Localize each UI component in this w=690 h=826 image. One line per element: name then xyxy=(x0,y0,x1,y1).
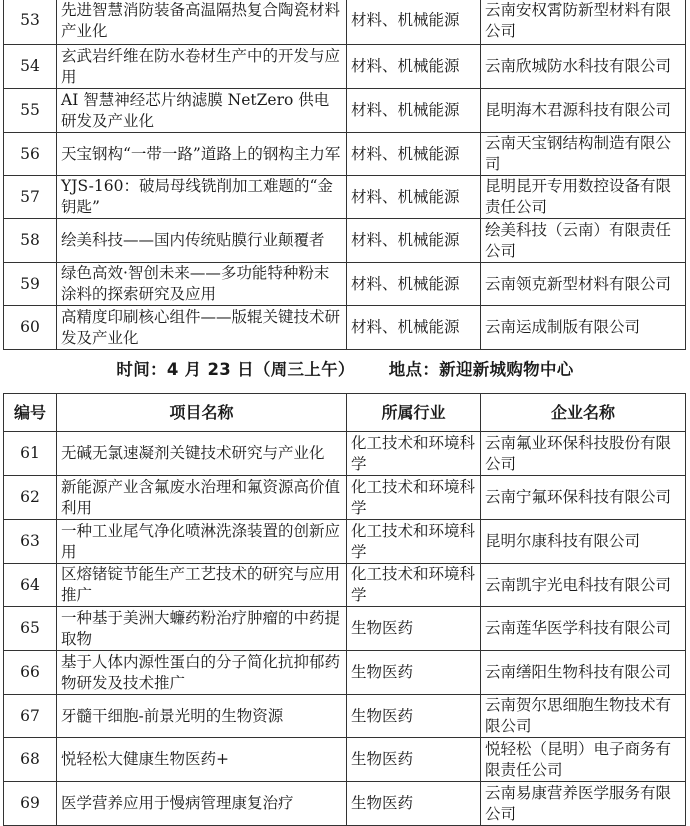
cell-company: 悦轻松（昆明）电子商务有限责任公司 xyxy=(481,738,686,782)
cell-project: 高精度印刷核心组件——版辊关键技术研发及产业化 xyxy=(57,306,347,350)
cell-industry: 材料、机械能源 xyxy=(347,89,481,133)
cell-project: 牙髓干细胞-前景光明的生物资源 xyxy=(57,695,347,738)
cell-company: 云南缮阳生物科技有限公司 xyxy=(481,651,686,695)
table-row xyxy=(4,45,686,89)
cell-no: 59 xyxy=(4,263,57,306)
cell-project: 基于人体内源性蛋白的分子简化抗抑郁药物研发及技术推广 xyxy=(57,651,347,695)
cell-company: 云南运成制版有限公司 xyxy=(481,306,686,350)
cell-company: 云南领克新型材料有限公司 xyxy=(481,263,686,306)
cell-industry: 材料、机械能源 xyxy=(347,45,481,89)
cell-no: 68 xyxy=(4,738,57,782)
cell-no: 67 xyxy=(4,695,57,738)
cell-company: 云南天宝钢结构制造有限公司 xyxy=(481,133,686,176)
cell-no: 62 xyxy=(4,476,57,520)
cell-industry: 化工技术和环境科学 xyxy=(347,476,481,520)
cell-industry: 生物医药 xyxy=(347,695,481,738)
project-table-bottom xyxy=(3,393,686,826)
table-row xyxy=(4,695,686,738)
cell-no: 69 xyxy=(4,782,57,826)
project-table-bottom-body xyxy=(4,432,686,826)
table-row xyxy=(4,263,686,306)
cell-industry: 材料、机械能源 xyxy=(347,0,481,45)
cell-industry: 材料、机械能源 xyxy=(347,306,481,350)
table-row xyxy=(4,133,686,176)
header-project: 项目名称 xyxy=(57,394,347,432)
cell-industry: 材料、机械能源 xyxy=(347,176,481,219)
session-location: 地点：新迎新城购物中心 xyxy=(388,360,574,379)
cell-industry: 化工技术和环境科学 xyxy=(347,564,481,607)
table-row xyxy=(4,520,686,564)
cell-no: 65 xyxy=(4,607,57,651)
cell-company: 云南易康营养医学服务有限公司 xyxy=(481,782,686,826)
cell-no: 60 xyxy=(4,306,57,350)
cell-project: 区熔锗锭节能生产工艺技术的研究与应用推广 xyxy=(57,564,347,607)
cell-company: 云南凯宇光电科技有限公司 xyxy=(481,564,686,607)
cell-company: 云南莲华医学科技有限公司 xyxy=(481,607,686,651)
cell-industry: 生物医药 xyxy=(347,782,481,826)
cell-industry: 生物医药 xyxy=(347,738,481,782)
table-row xyxy=(4,176,686,219)
cell-industry: 材料、机械能源 xyxy=(347,219,481,263)
cell-company: 绘美科技（云南）有限责任公司 xyxy=(481,219,686,263)
header-industry: 所属行业 xyxy=(347,394,481,432)
cell-project: YJS-160：破局母线铣削加工难题的“金钥匙” xyxy=(57,176,347,219)
cell-industry: 化工技术和环境科学 xyxy=(347,520,481,564)
session-info xyxy=(0,356,690,380)
cell-project: 绿色高效·智创未来——多功能特种粉末涂料的探索研究及应用 xyxy=(57,263,347,306)
table-row xyxy=(4,782,686,826)
project-table-top-body xyxy=(4,0,686,350)
cell-project: 悦轻松大健康生物医药+ xyxy=(57,738,347,782)
cell-company: 云南宁氟环保科技有限公司 xyxy=(481,476,686,520)
cell-industry: 生物医药 xyxy=(347,651,481,695)
header-no: 编号 xyxy=(4,394,57,432)
cell-company: 昆明昆开专用数控设备有限责任公司 xyxy=(481,176,686,219)
cell-company: 昆明海木君源科技有限公司 xyxy=(481,89,686,133)
table-row xyxy=(4,0,686,45)
cell-project: 玄武岩纤维在防水卷材生产中的开发与应用 xyxy=(57,45,347,89)
cell-industry: 材料、机械能源 xyxy=(347,133,481,176)
cell-project: 无碱无氯速凝剂关键技术研究与产业化 xyxy=(57,432,347,476)
table-row xyxy=(4,306,686,350)
cell-no: 66 xyxy=(4,651,57,695)
cell-project: 一种工业尾气净化喷淋洗涤装置的创新应用 xyxy=(57,520,347,564)
cell-company: 昆明尔康科技有限公司 xyxy=(481,520,686,564)
table-header-row xyxy=(4,394,686,432)
cell-no: 64 xyxy=(4,564,57,607)
cell-project: 一种基于美洲大蠊药粉治疗肿瘤的中药提取物 xyxy=(57,607,347,651)
table-row xyxy=(4,476,686,520)
cell-no: 53 xyxy=(4,0,57,45)
table-row xyxy=(4,738,686,782)
cell-industry: 化工技术和环境科学 xyxy=(347,432,481,476)
cell-project: 天宝钢构“一带一路”道路上的钢构主力军 xyxy=(57,133,347,176)
cell-no: 58 xyxy=(4,219,57,263)
cell-project: 医学营养应用于慢病管理康复治疗 xyxy=(57,782,347,826)
cell-no: 54 xyxy=(4,45,57,89)
cell-project: AI 智慧神经芯片纳滤膜 NetZero 供电研发及产业化 xyxy=(57,89,347,133)
cell-no: 61 xyxy=(4,432,57,476)
cell-industry: 生物医药 xyxy=(347,607,481,651)
cell-industry: 材料、机械能源 xyxy=(347,263,481,306)
table-row xyxy=(4,607,686,651)
cell-no: 56 xyxy=(4,133,57,176)
header-company: 企业名称 xyxy=(481,394,686,432)
table-row xyxy=(4,219,686,263)
cell-company: 云南欣城防水科技有限公司 xyxy=(481,45,686,89)
cell-project: 先进智慧消防装备高温隔热复合陶瓷材料产业化 xyxy=(57,0,347,45)
cell-project: 绘美科技——国内传统贴膜行业颠覆者 xyxy=(57,219,347,263)
cell-company: 云南贺尔思细胞生物技术有限公司 xyxy=(481,695,686,738)
session-time: 时间：4 月 23 日（周三上午） xyxy=(116,360,355,379)
cell-no: 63 xyxy=(4,520,57,564)
table-row xyxy=(4,564,686,607)
project-table-top xyxy=(3,0,686,350)
cell-no: 55 xyxy=(4,89,57,133)
table-row xyxy=(4,651,686,695)
cell-project: 新能源产业含氟废水治理和氟资源高价值利用 xyxy=(57,476,347,520)
table-row xyxy=(4,432,686,476)
cell-no: 57 xyxy=(4,176,57,219)
cell-company: 云南氟业环保科技股份有限公司 xyxy=(481,432,686,476)
cell-company: 云南安权霄防新型材料有限公司 xyxy=(481,0,686,45)
table-row xyxy=(4,89,686,133)
